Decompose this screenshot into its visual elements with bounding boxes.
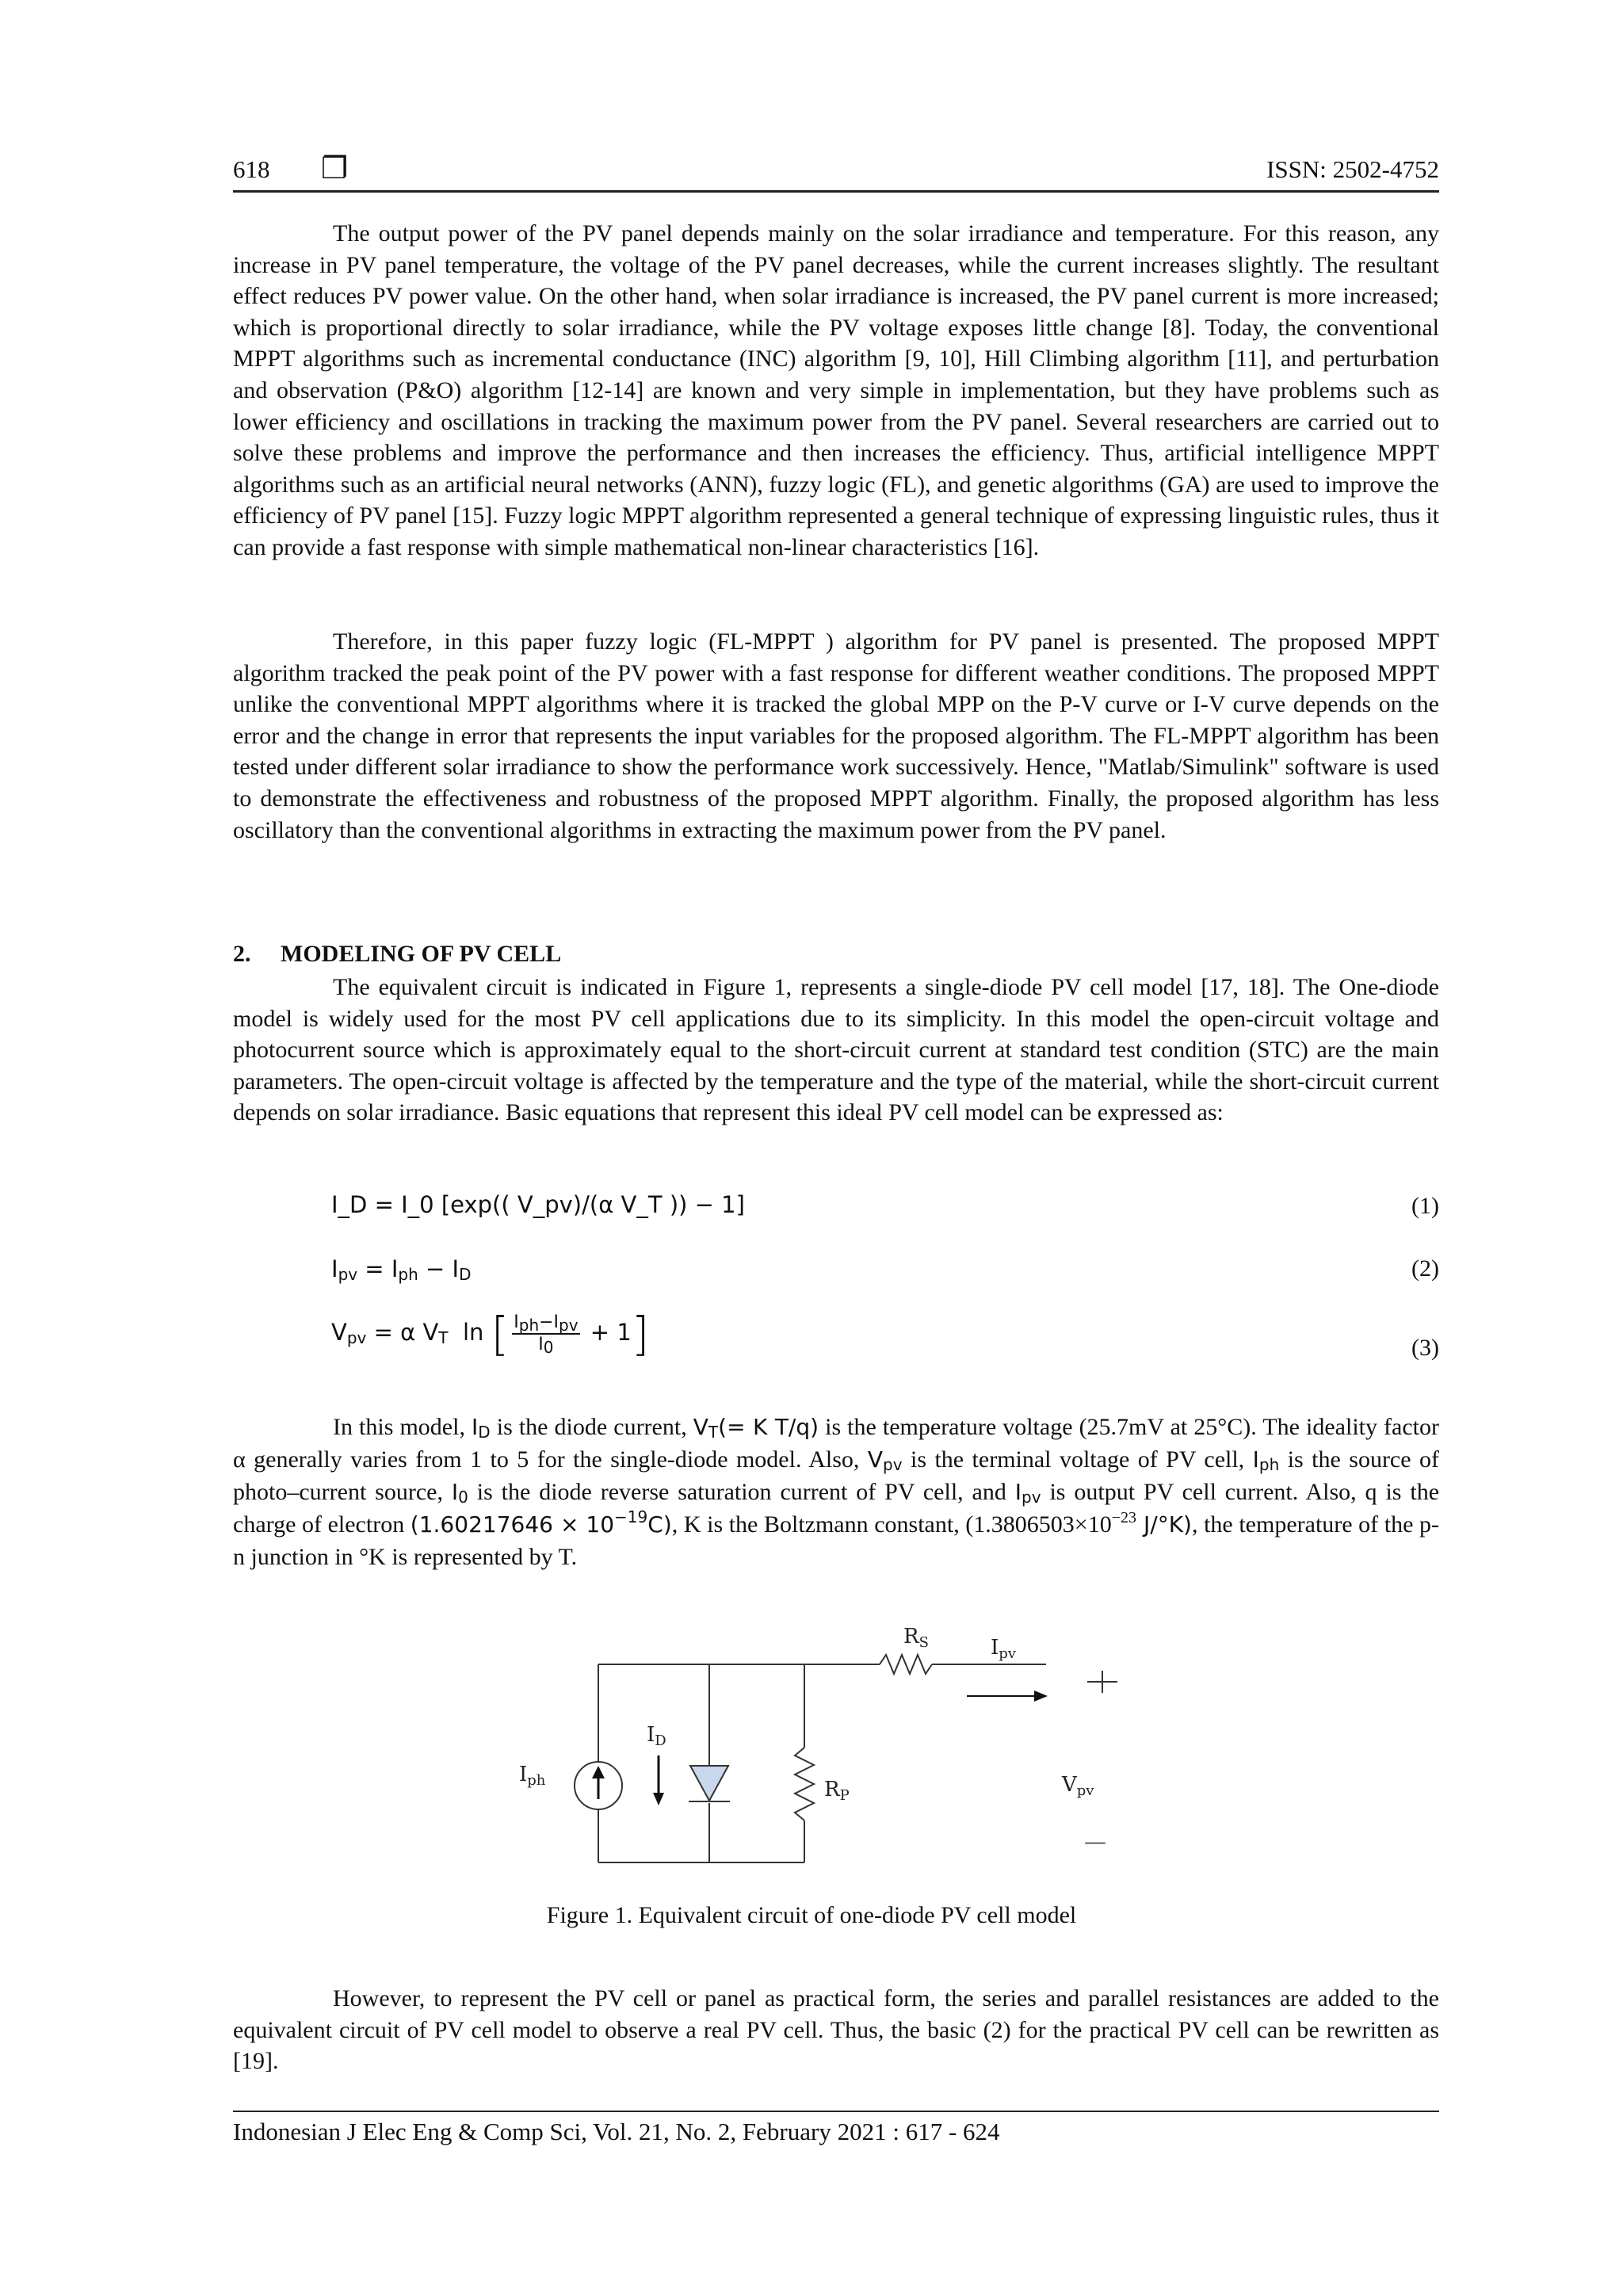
section-paragraph: The equivalent circuit is indicated in Figure 1, represents a single-diode PV cell model [17, 18]. The One-diode model is widely used for the most PV cell applications due to its simplicity. In this model the open-circuit voltage and photocurrent source which is approximately equal to the short-circuit current at standard test condition (STC) are the main parameters. The open-circuit voltage is affected by the temperature and the type of the material, while the short-circuit current depends on solar irradiance. Basic equations that represent this ideal PV cell model can be expressed as: — [233, 974, 1439, 1126]
figure-1-circuit — [507, 1617, 1141, 1886]
minus-terminal: — — [1084, 1828, 1106, 1855]
box-icon: ❐ — [321, 152, 349, 185]
equation-3: $V_{pv} = \alpha$ $V_T$ ln [ $\frac{I_{ph}-I_{pv}}{I_0}$ + 1] — [331, 1307, 650, 1361]
figure-1-caption: Figure 1. Equivalent circuit of one-diode PV cell model — [546, 1902, 1077, 1928]
header-rule — [233, 190, 1439, 193]
explanation-paragraph: In this model, $I_D$ is the diode current, $V_T(= K$ T/q) is the temperature voltage (25.7mV at 25°C). The ideality factor α generally varies from 1 to 5 for the single-diode model. Also, $V_{pv}$ is the terminal voltage of PV cell, $I_{ph}$ is the source of photo–current source, $I_0$ is the diode reverse saturation current of PV cell, and $I_{pv}$ is output PV cell current. Also, q is the charge of electron $(1.60217646 \times 10^{-19}C)$, K is the Boltzmann constant, ($1.3806503\times 10^{-23}$ J/°K), the temperature of the p-n junction in °K is represented by T. — [233, 1414, 1440, 1570]
equation-1: I_D = I_0 [exp(( V_pv)/(α V_T )) − 1] — [331, 1191, 745, 1218]
closing-paragraph: However, to represent the PV cell or panel as practical form, the series and parallel resistances are added to the equivalent circuit of PV cell model to observe a real PV cell. Thus, the basic (2) for the practical PV cell can be rewritten as [19]. — [233, 1985, 1439, 2075]
intro-paragraph-1: The output power of the PV panel depends mainly on the solar irradiance and temperature. For this reason, any increase in PV panel temperature, the voltage of the PV panel decreases, while the current increases slightly. The resultant effect reduces PV power value. On the other hand, when solar irradiance is increased, the PV panel current is more increased; which is proportional directly to solar irradiance, while the PV voltage exposes little change [8]. Today, the conventional MPPT algorithms such as incremental conductance (INC) algorithm [9, 10], Hill Climbing algorithm [11], and perturbation and observation (P&O) algorithm [12-14] are known and very simple in implementation, but they have problems such as lower efficiency and oscillations in tracking the maximum power from the PV panel. Several researchers are carried out to solve these problems and improve the performance and then increases the efficiency. Thus, artificial intelligence MPPT algorithms such as an artificial neural networks (ANN), fuzzy logic (FL), and genetic algorithms (GA) are used to improve the efficiency of PV panel [15]. Fuzzy logic MPPT algorithm represented a general technique of expressing linguistic rules, thus it can provide a fast response with simple mathematical non-linear characteristics [16]. — [233, 220, 1439, 560]
diode — [690, 1766, 728, 1801]
section-title: MODELING OF PV CELL — [281, 941, 562, 967]
section-heading — [233, 941, 561, 968]
section-number: 2. — [233, 941, 251, 967]
iph-label: Iph — [519, 1763, 546, 1789]
equation-3-number: (3) — [1411, 1335, 1439, 1361]
ipv-label: Ipv — [991, 1636, 1016, 1662]
rp-label: RP — [824, 1778, 850, 1804]
series-resistor — [880, 1655, 932, 1674]
equation-2: $I_{pv} = I_{ph} - I_D$ — [331, 1255, 472, 1284]
equation-2-number: (2) — [1411, 1255, 1439, 1282]
equation-1-number: (1) — [1411, 1193, 1439, 1219]
footer-rule — [233, 2111, 1439, 2112]
id-label: ID — [647, 1723, 666, 1749]
parallel-resistor — [795, 1748, 814, 1820]
intro-paragraph-2: Therefore, in this paper fuzzy logic (FL-MPPT ) algorithm for PV panel is presented. The proposed MPPT algorithm tracked the peak point of the PV power with a fast response for different weather conditions. The proposed MPPT unlike the conventional MPPT algorithms where it is tracked the global MPP on the P-V curve or I-V curve depends on the error and the change in error that represents the input variables for the proposed algorithm. The FL-MPPT algorithm has been tested under different solar irradiance to show the performance work successively. Hence, "Matlab/Simulink" software is used to demonstrate the effectiveness and robustness of the proposed MPPT algorithm. Finally, the proposed algorithm has less oscillatory than the conventional algorithms in extracting the maximum power from the PV panel. — [233, 628, 1439, 843]
footer-citation: Indonesian J Elec Eng & Comp Sci, Vol. 21, No. 2, February 2021 : 617 - 624 — [233, 2118, 1000, 2145]
page-number: 618 — [233, 155, 270, 183]
vpv-label: Vpv — [1062, 1773, 1094, 1799]
issn: ISSN: 2502-4752 — [1266, 155, 1439, 183]
rs-label: RS — [903, 1625, 929, 1651]
